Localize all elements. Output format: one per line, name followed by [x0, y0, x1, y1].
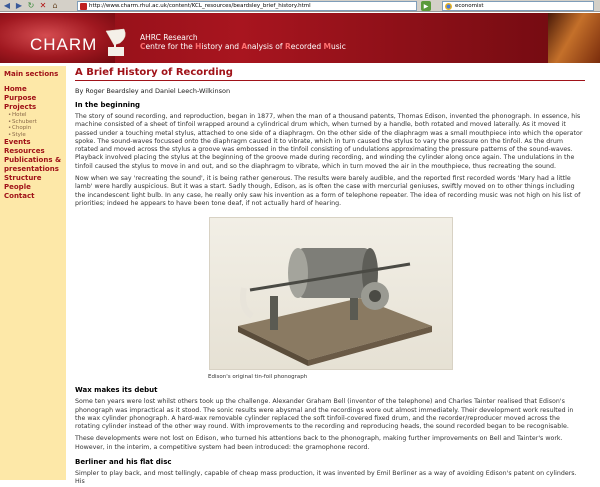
section-heading: Berliner and his flat disc: [75, 458, 172, 467]
sidebar-subitem-schubert[interactable]: • Schubert: [4, 119, 66, 126]
org-initial-r: R: [284, 42, 291, 51]
org-initial-m: M: [323, 42, 331, 51]
paragraph: Some ten years were lost whilst others took up the challenge. Alexander Graham Bell (inventor of the telephone) and Charles Tainter realised that Edison's phonograph was impractical as it stood. The sonic results were abysmal and the recordings wore out almost immediately. Their development work resulted in the wax cylinder phonograph. A hard-wax removable cylinder replaced the soft tinfoil-covered fixed drum, and the recorder/reproducer moved across the rotating cylinder instead of the other way round. With improvements to the recording and reproducing heads, the sound recorded began to be recognisable.: [75, 398, 574, 431]
sidebar-nav: [0, 85, 66, 201]
sidebar-item-publications[interactable]: Publications & presentations: [4, 156, 62, 173]
search-engine-icon: [445, 3, 452, 10]
org-text-4: ecorded: [290, 42, 324, 51]
org-text-3: nalysis of: [247, 42, 285, 51]
search-box[interactable]: [442, 1, 594, 11]
address-bar[interactable]: [77, 1, 417, 11]
paragraph: The story of sound recording, and reproduction, began in 1877, when the man of a thousand patents, Thomas Edison, invented the phonograph. In essence, his machine consisted of a sheet of tinfoil wrapped around a cylindrical drum which, when turned by a handle, both rotated and moved laterally. As it moved it passed under a touching metal stylus, attached to one side of a diaphragm. On the other side of the diaphragm was a small mouthpiece into which the operator spoke. The sound-waves focussed onto the diaphragm caused it to vibrate, which in turn caused the stylus to vary the pressure on the tinfoil. As the drum rotated and moved across the stylus a groove was embossed in the tinfoil consisting of undulations approximating the pressure patterns of the sound-waves. Playback involved placing the stylus at the beginning of the groove made during recording, and winding the cylinder along once again. The undulations in the tinfoil caused the stylus to move in and out, and so the diaphragm to vibrate, which in turn moved the air in the mouthpiece, thus recreating the sound.: [75, 113, 583, 170]
title-divider: [75, 80, 585, 81]
sidebar-heading: Main sections: [4, 70, 59, 78]
org-initial-h: H: [195, 42, 202, 51]
back-arrow-icon[interactable]: ◀: [3, 0, 11, 10]
sidebar-item-people[interactable]: People: [4, 183, 31, 191]
org-line-1: AHRC Research: [140, 33, 198, 42]
sidebar-subitem-style[interactable]: • Style: [4, 132, 66, 139]
article-authors: By Roger Beardsley and Daniel Leech-Wilkinson: [75, 87, 231, 95]
search-query: economist: [455, 3, 484, 9]
paragraph: Now when we say 'recreating the sound', it is being rather generous. The results were barely audible, and the reported first recorded words 'Mary had a little lamb' were hardly auspicious. But it was a start. Sadly though, Edison, as is often the case with mercurial geniuses, swiftly moved on to other things including the incandescent light bulb. In any case, he really only saw his invention as a form of telephone repeater. The idea of recording music was not high on his list of priorities; indeed he appears to have been tone deaf, if not actually hard of hearing.: [75, 175, 581, 207]
site-favicon-icon: [80, 3, 87, 10]
sidebar-item-events[interactable]: Events: [4, 138, 31, 146]
reload-icon[interactable]: ↻: [27, 0, 35, 10]
stop-icon[interactable]: ✕: [39, 0, 47, 10]
violin-image: [548, 13, 600, 63]
org-initial-a: A: [241, 42, 248, 51]
sidebar-subitem-chopin[interactable]: • Chopin: [4, 125, 66, 132]
organisation-name: [140, 33, 346, 51]
browser-toolbar: [0, 0, 600, 12]
paragraph: Simpler to play back, and most tellingly, capable of cheap mass production, it was invented by Emil Berliner as a way of avoiding Edison's patent on cylinders. His: [75, 470, 577, 486]
go-button[interactable]: ▶: [421, 1, 431, 11]
tin-foil-phonograph-image: [210, 218, 454, 371]
org-text-5: usic: [331, 42, 346, 51]
section-heading: In the beginning: [75, 101, 141, 109]
gramophone-icon: [100, 27, 130, 59]
home-icon[interactable]: ⌂: [52, 0, 58, 10]
sidebar-item-projects[interactable]: Projects: [4, 103, 37, 111]
org-text-1: entre for the: [145, 42, 196, 51]
org-initial-c: C: [140, 42, 146, 51]
sidebar-item-structure[interactable]: Structure: [4, 174, 42, 182]
org-text-2: istory and: [201, 42, 242, 51]
sidebar-item-resources[interactable]: Resources: [4, 147, 45, 155]
sidebar-item-contact[interactable]: Contact: [4, 192, 35, 200]
site-logo[interactable]: CHARM: [30, 35, 98, 54]
paragraph: These developments were not lost on Edison, who turned his attentions back to the phonograph, making further improvements on Bell and Tainter's work. However, in the interim, a competitive system had been introduced: the gramophone record.: [75, 435, 563, 451]
phonograph-photo: [209, 217, 453, 370]
sidebar-item-home[interactable]: Home: [4, 85, 27, 93]
sidebar: [0, 66, 66, 480]
figure-caption: Edison's original tin-foil phonograph: [208, 374, 308, 381]
sidebar-subitem-hotel[interactable]: • Hotel: [4, 112, 66, 119]
site-banner: [0, 13, 600, 63]
sidebar-item-purpose[interactable]: Purpose: [4, 94, 37, 102]
section-heading: Wax makes its debut: [75, 386, 158, 395]
article: [75, 66, 585, 486]
forward-arrow-icon[interactable]: ▶: [15, 0, 23, 10]
org-line-2: [140, 42, 346, 51]
address-bar-url: http://www.charm.rhul.ac.uk/content/KCL_resources/beardsley_brief_history.html: [89, 3, 311, 9]
page-title: A Brief History of Recording: [75, 67, 233, 78]
